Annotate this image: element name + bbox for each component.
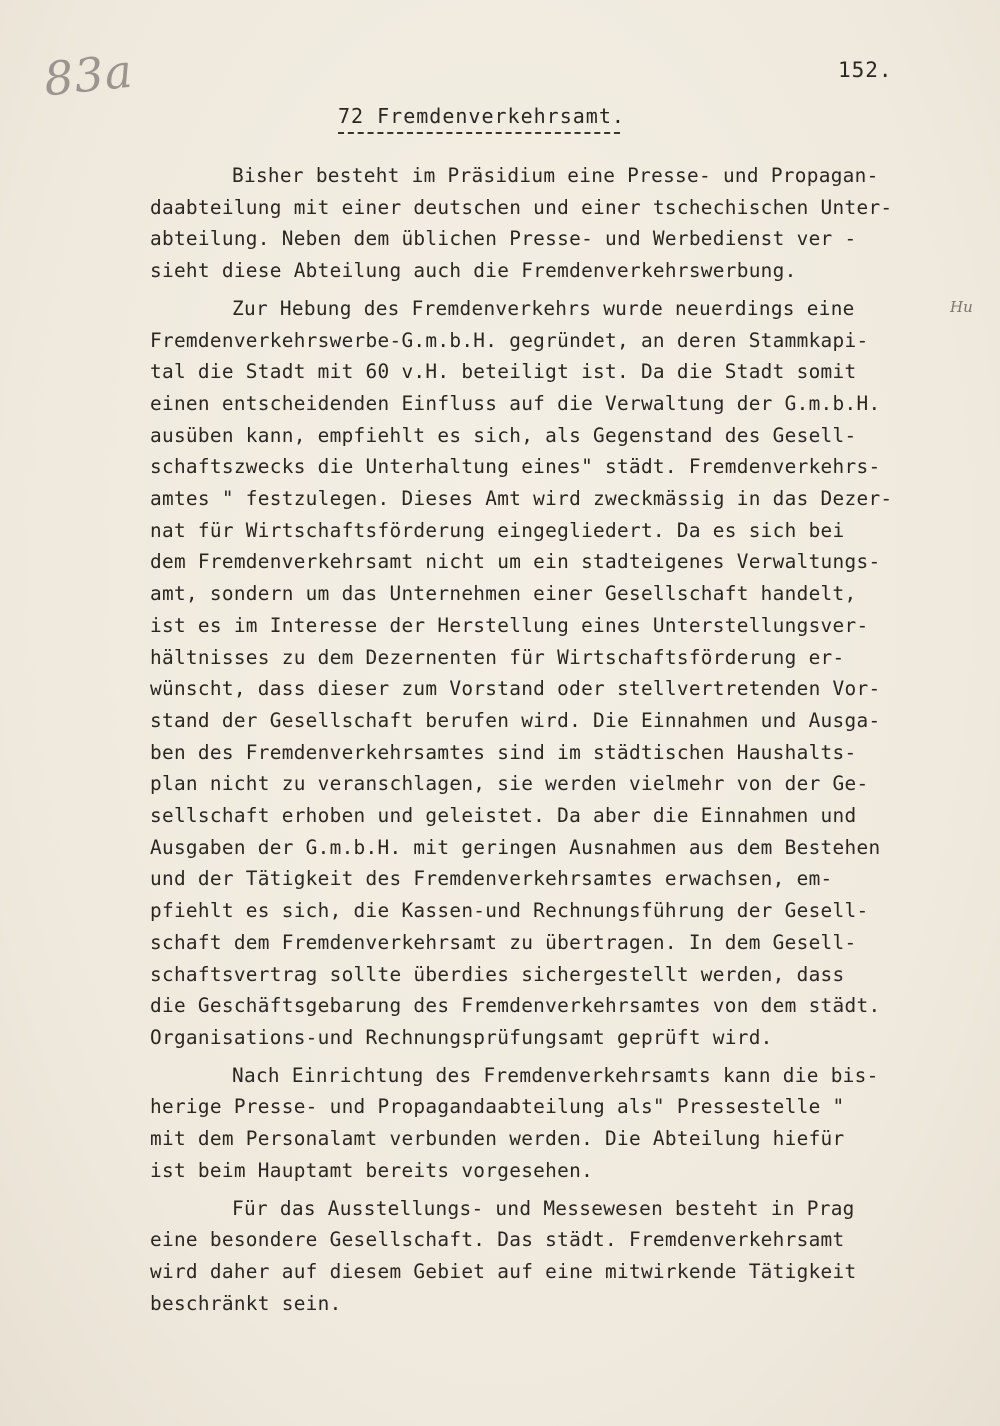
text-line: mit dem Personalamt verbunden werden. Die Abteilung hiefür (150, 1127, 845, 1151)
text-line: stand der Gesellschaft berufen wird. Die Einnahmen und Ausga- (150, 708, 881, 732)
body-text (150, 160, 950, 1319)
text-line: Bisher besteht im Präsidium eine Presse- und Propagan- (232, 164, 879, 187)
text-line: abteilung. Neben dem üblichen Presse- und Werbedienst ver - (150, 227, 857, 251)
text-line: beschränkt sein. (150, 1291, 342, 1315)
text-line: tal die Stadt mit 60 v.H. beteiligt ist. Da die Stadt somit (150, 360, 857, 384)
text-line: Ausgaben der G.m.b.H. mit geringen Ausnahmen aus dem Bestehen (150, 835, 881, 859)
text-line: Zur Hebung des Fremdenverkehrs wurde neuerdings eine (232, 296, 855, 320)
paragraph (150, 160, 950, 287)
paragraph (150, 1193, 950, 1320)
text-line: die Geschäftsgebarung des Fremdenverkehrsamtes von dem städt. (150, 994, 881, 1018)
text-line: pfiehlt es sich, die Kassen-und Rechnungsführung der Gesell- (150, 899, 869, 923)
text-line: einen entscheidenden Einfluss auf die Verwaltung der G.m.b.H. (150, 391, 881, 415)
text-line: dem Fremdenverkehrsamt nicht um ein stadteigenes Verwaltungs- (150, 550, 881, 574)
text-line: ben des Fremdenverkehrsamtes sind im städtischen Haushalts- (150, 740, 857, 764)
text-line: nat für Wirtschaftsförderung eingegliedert. Da es sich bei (150, 518, 845, 542)
text-line: hältnisses zu dem Dezernenten für Wirtschaftsförderung er- (150, 645, 845, 669)
text-line: ist es im Interesse der Herstellung eines Unterstellungsver- (150, 613, 869, 637)
text-line: wünscht, dass dieser zum Vorstand oder stellvertretenden Vor- (150, 677, 881, 701)
text-line: und der Tätigkeit des Fremdenverkehrsamtes erwachsen, em- (150, 867, 833, 891)
text-line: sellschaft erhoben und geleistet. Da aber die Einnahmen und (150, 804, 857, 828)
text-line: ausüben kann, empfiehlt es sich, als Gegenstand des Gesell- (150, 423, 857, 447)
heading-underline (338, 132, 620, 134)
text-line: amtes " festzulegen. Dieses Amt wird zweckmässig in das Dezer- (150, 487, 893, 511)
paragraph (150, 1060, 950, 1187)
text-line: daabteilung mit einer deutschen und einer tschechischen Unter- (150, 195, 893, 219)
handwritten-margin-note: 83a (41, 43, 136, 107)
text-line: eine besondere Gesellschaft. Das städt. Fremdenverkehrsamt (150, 1228, 845, 1252)
text-line: schaftszwecks die Unterhaltung eines" städt. Fremdenverkehrs- (150, 455, 881, 479)
page-number: 152. (838, 58, 893, 82)
text-line: Für das Ausstellungs- und Messewesen besteht in Prag (232, 1196, 855, 1220)
section-heading: 72 Fremdenverkehrsamt. (338, 104, 625, 128)
text-line: ist beim Hauptamt bereits vorgesehen. (150, 1158, 594, 1182)
paragraph (150, 293, 950, 1054)
text-line: amt, sondern um das Unternehmen einer Gesellschaft handelt, (150, 582, 857, 606)
text-line: plan nicht zu veranschlagen, sie werden vielmehr von der Ge- (150, 772, 869, 796)
text-line: Nach Einrichtung des Fremdenverkehrsamts kann die bis- (232, 1063, 879, 1087)
handwritten-side-mark: Hu (950, 298, 973, 316)
text-line: herige Presse- und Propagandaabteilung als" Pressestelle " (150, 1095, 845, 1119)
text-line: Fremdenverkehrswerbe-G.m.b.H. gegründet, an deren Stammkapi- (150, 328, 869, 352)
text-line: Organisations-und Rechnungsprüfungsamt geprüft wird. (150, 1025, 773, 1049)
text-line: sieht diese Abteilung auch die Fremdenverkehrswerbung. (150, 259, 797, 283)
text-line: wird daher auf diesem Gebiet auf eine mitwirkende Tätigkeit (150, 1259, 857, 1283)
text-line: schaftsvertrag sollte überdies sichergestellt werden, dass (150, 962, 845, 986)
text-line: schaft dem Fremdenverkehrsamt zu übertragen. In dem Gesell- (150, 930, 857, 954)
